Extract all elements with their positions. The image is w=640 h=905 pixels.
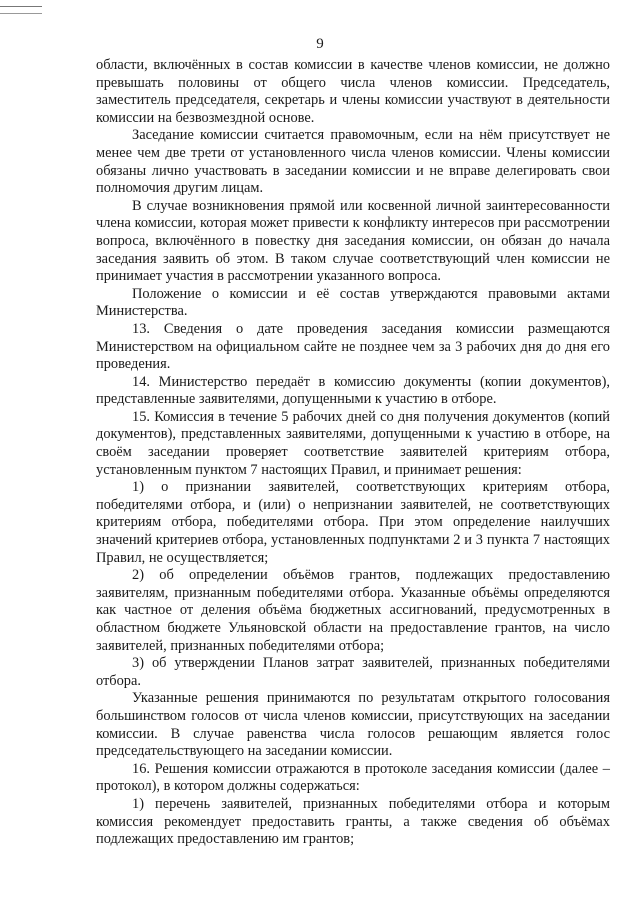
page-number: 9 xyxy=(316,36,324,52)
paragraph: 15. Комиссия в течение 5 рабочих дней со дня получения документов (копий документов), представленных заявителями, допущенными к участию в отборе, на своём заседании проверяет соответствие заявителей критериям отбора, установленным пунктом 7 настоящих Правил, и принимает решения: xyxy=(96,408,610,478)
paragraph: Заседание комиссии считается правомочным, если на нём присутствует не менее чем две трети от установленного числа членов комиссии. Члены комиссии обязаны лично участвовать в заседании комиссии и не вправе делегировать свои полномочия другим лицам. xyxy=(96,127,610,197)
paragraph: 3) об утверждении Планов затрат заявителей, признанных победителями отбора. xyxy=(96,655,610,689)
paragraph: 1) о признании заявителей, соответствующих критериям отбора, победителями отбора, и (или) о непризнании заявителей, не соответствующих критериям отбора, победителями отбора. При этом определение наилучших значений критериев отбора, установленных подпунктами 2 и 3 пункта 7 настоящих Правил, не осуществляется; xyxy=(96,479,610,566)
paragraph: Указанные решения принимаются по результатам открытого голосования большинством голосов от числа членов комиссии, присутствующих на заседании комиссии. В случае равенства числа голосов решающим является голос председательствующего на заседании комиссии. xyxy=(96,690,610,760)
paragraph: 16. Решения комиссии отражаются в протоколе заседания комиссии (далее – протокол), в котором должны содержаться: xyxy=(96,760,610,795)
paragraph: 2) об определении объёмов грантов, подлежащих предоставлению заявителям, признанным победителями отбора. Указанные объёмы определяются как частное от деления объёма бюджетных ассигнований, предусмотренных в областном бюджете Ульяновской области на предоставление грантов, на число заявителей, признанных победителями отбора; xyxy=(96,567,610,654)
paragraph: Положение о комиссии и её состав утверждаются правовыми актами Министерства. xyxy=(96,285,610,320)
paragraph: В случае возникновения прямой или косвенной личной заинтересованности члена комиссии, которая может привести к конфликту интересов при рассмотрении вопроса, включённого в повестку дня заседания комиссии, он обязан до начала заседания заявить об этом. В таком случае соответствующий член комиссии не принимает участия в рассмотрении указанного вопроса. xyxy=(96,197,610,285)
scan-corner-mark xyxy=(0,6,42,14)
paragraph: области, включённых в состав комиссии в качестве членов комиссии, не должно превышать половины от общего числа членов комиссии. Председатель, заместитель председателя, секретарь и члены комиссии участвуют в деятельности комиссии на безвозмездной основе. xyxy=(96,57,610,126)
paragraph: 1) перечень заявителей, признанных победителями отбора и которым комиссия рекомендует предоставить гранты, а также сведения об объёмах подлежащих предоставлению им грантов; xyxy=(96,795,610,848)
paragraph: 14. Министерство передаёт в комиссию документы (копии документов), представленные заявителями, допущенными к участию в отборе. xyxy=(96,373,610,408)
body-text xyxy=(96,57,610,849)
paragraph: 13. Сведения о дате проведения заседания комиссии размещаются Министерством на официальном сайте не позднее чем за 3 рабочих дня до дня его проведения. xyxy=(96,320,610,373)
